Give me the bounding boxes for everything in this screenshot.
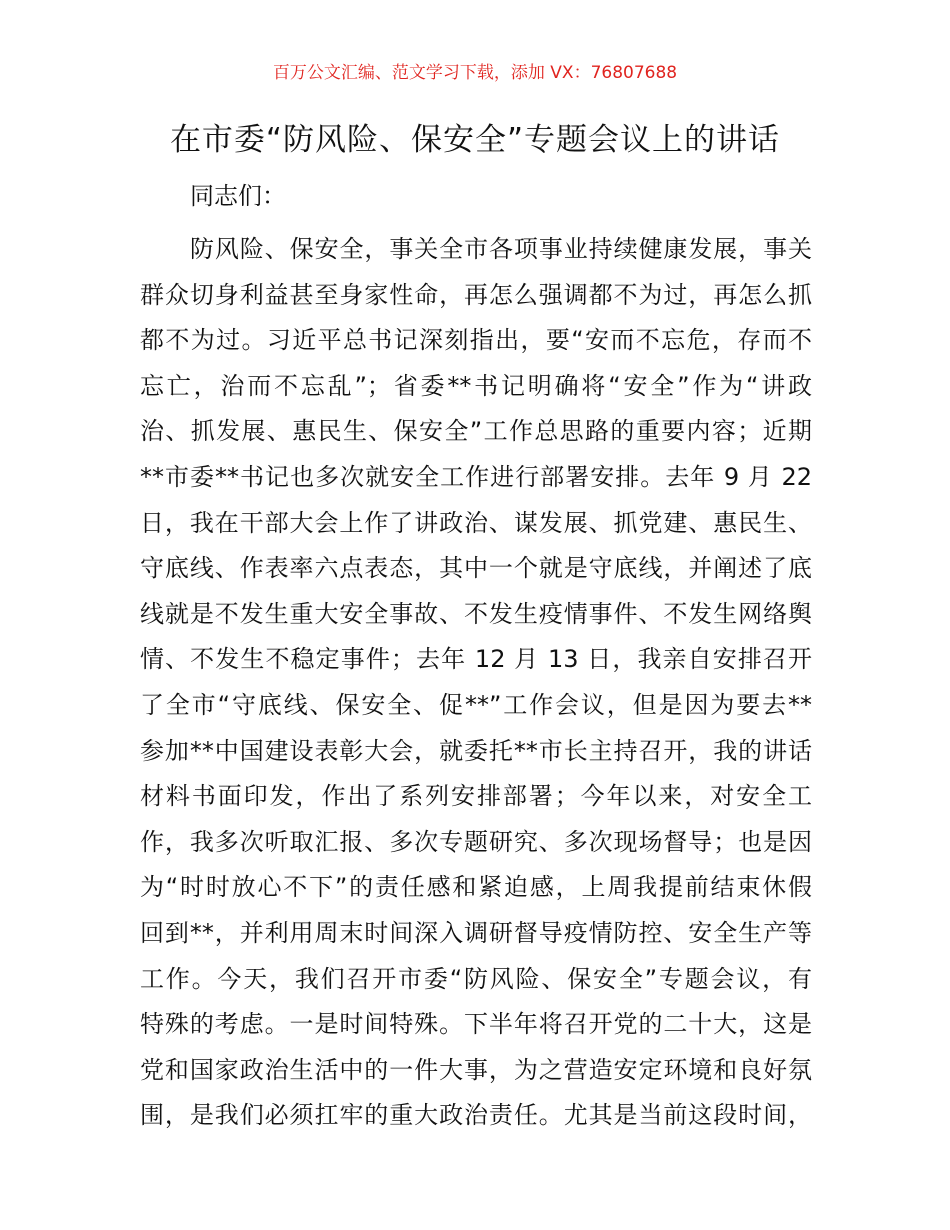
- paragraph-line: 线就是不发生重大安全事故、不发生疫情事件、不发生网络舆: [140, 599, 812, 628]
- paragraph-line: 防风险、保安全，事关全市各项事业持续健康发展，事关: [190, 235, 812, 263]
- document-body: [140, 227, 812, 1139]
- paragraph-line: 围，是我们必须扛牢的重大政治责任。尤其是当前这段时间，: [140, 1101, 812, 1130]
- greeting: 同志们：: [190, 182, 286, 210]
- paragraph-line: 材料书面印发，作出了系列安排部署；今年以来，对安全工: [140, 782, 812, 811]
- paragraph-line: 日，我在干部大会上作了讲政治、谋发展、抓党建、惠民生、: [140, 508, 812, 537]
- paragraph-line: 群众切身利益甚至身家性命，再怎么强调都不为过，再怎么抓: [140, 280, 812, 309]
- paragraph-line: 特殊的考虑。一是时间特殊。下半年将召开党的二十大，这是: [140, 1010, 812, 1039]
- paragraph-line: 了全市“守底线、保安全、促**”工作会议，但是因为要去**: [140, 690, 812, 719]
- paragraph-line: 为“时时放心不下”的责任感和紧迫感，上周我提前结束休假: [140, 873, 812, 902]
- paragraph-line: 作，我多次听取汇报、多次专题研究、多次现场督导；也是因: [140, 827, 812, 856]
- paragraph-line: 工作。今天，我们召开市委“防风险、保安全”专题会议，有: [140, 964, 812, 993]
- paragraph-line: 忘亡，治而不忘乱”；省委**书记明确将“安全”作为“讲政: [140, 371, 812, 400]
- paragraph-line: 参加**中国建设表彰大会，就委托**市长主持召开，我的讲话: [140, 736, 812, 765]
- paragraph-line: 守底线、作表率六点表态，其中一个就是守底线，并阐述了底: [140, 554, 812, 583]
- paragraph-line: **市委**书记也多次就安全工作进行部署安排。去年 9 月 22: [140, 462, 812, 491]
- paragraph-line: 情、不发生不稳定事件；去年 12 月 13 日，我亲自安排召开: [140, 645, 812, 674]
- watermark-header: 百万公文汇编、范文学习下载，添加 VX：76807688: [272, 63, 678, 83]
- paragraph-line: 治、抓发展、惠民生、保安全”工作总思路的重要内容；近期: [140, 417, 812, 446]
- document-title: 在市委“防风险、保安全”专题会议上的讲话: [169, 122, 781, 158]
- paragraph-line: 党和国家政治生活中的一件大事，为之营造安定环境和良好氛: [140, 1055, 812, 1084]
- paragraph-line: 都不为过。习近平总书记深刻指出，要“安而不忘危，存而不: [140, 326, 812, 355]
- paragraph-line: 回到**，并利用周末时间深入调研督导疫情防控、安全生产等: [140, 918, 812, 947]
